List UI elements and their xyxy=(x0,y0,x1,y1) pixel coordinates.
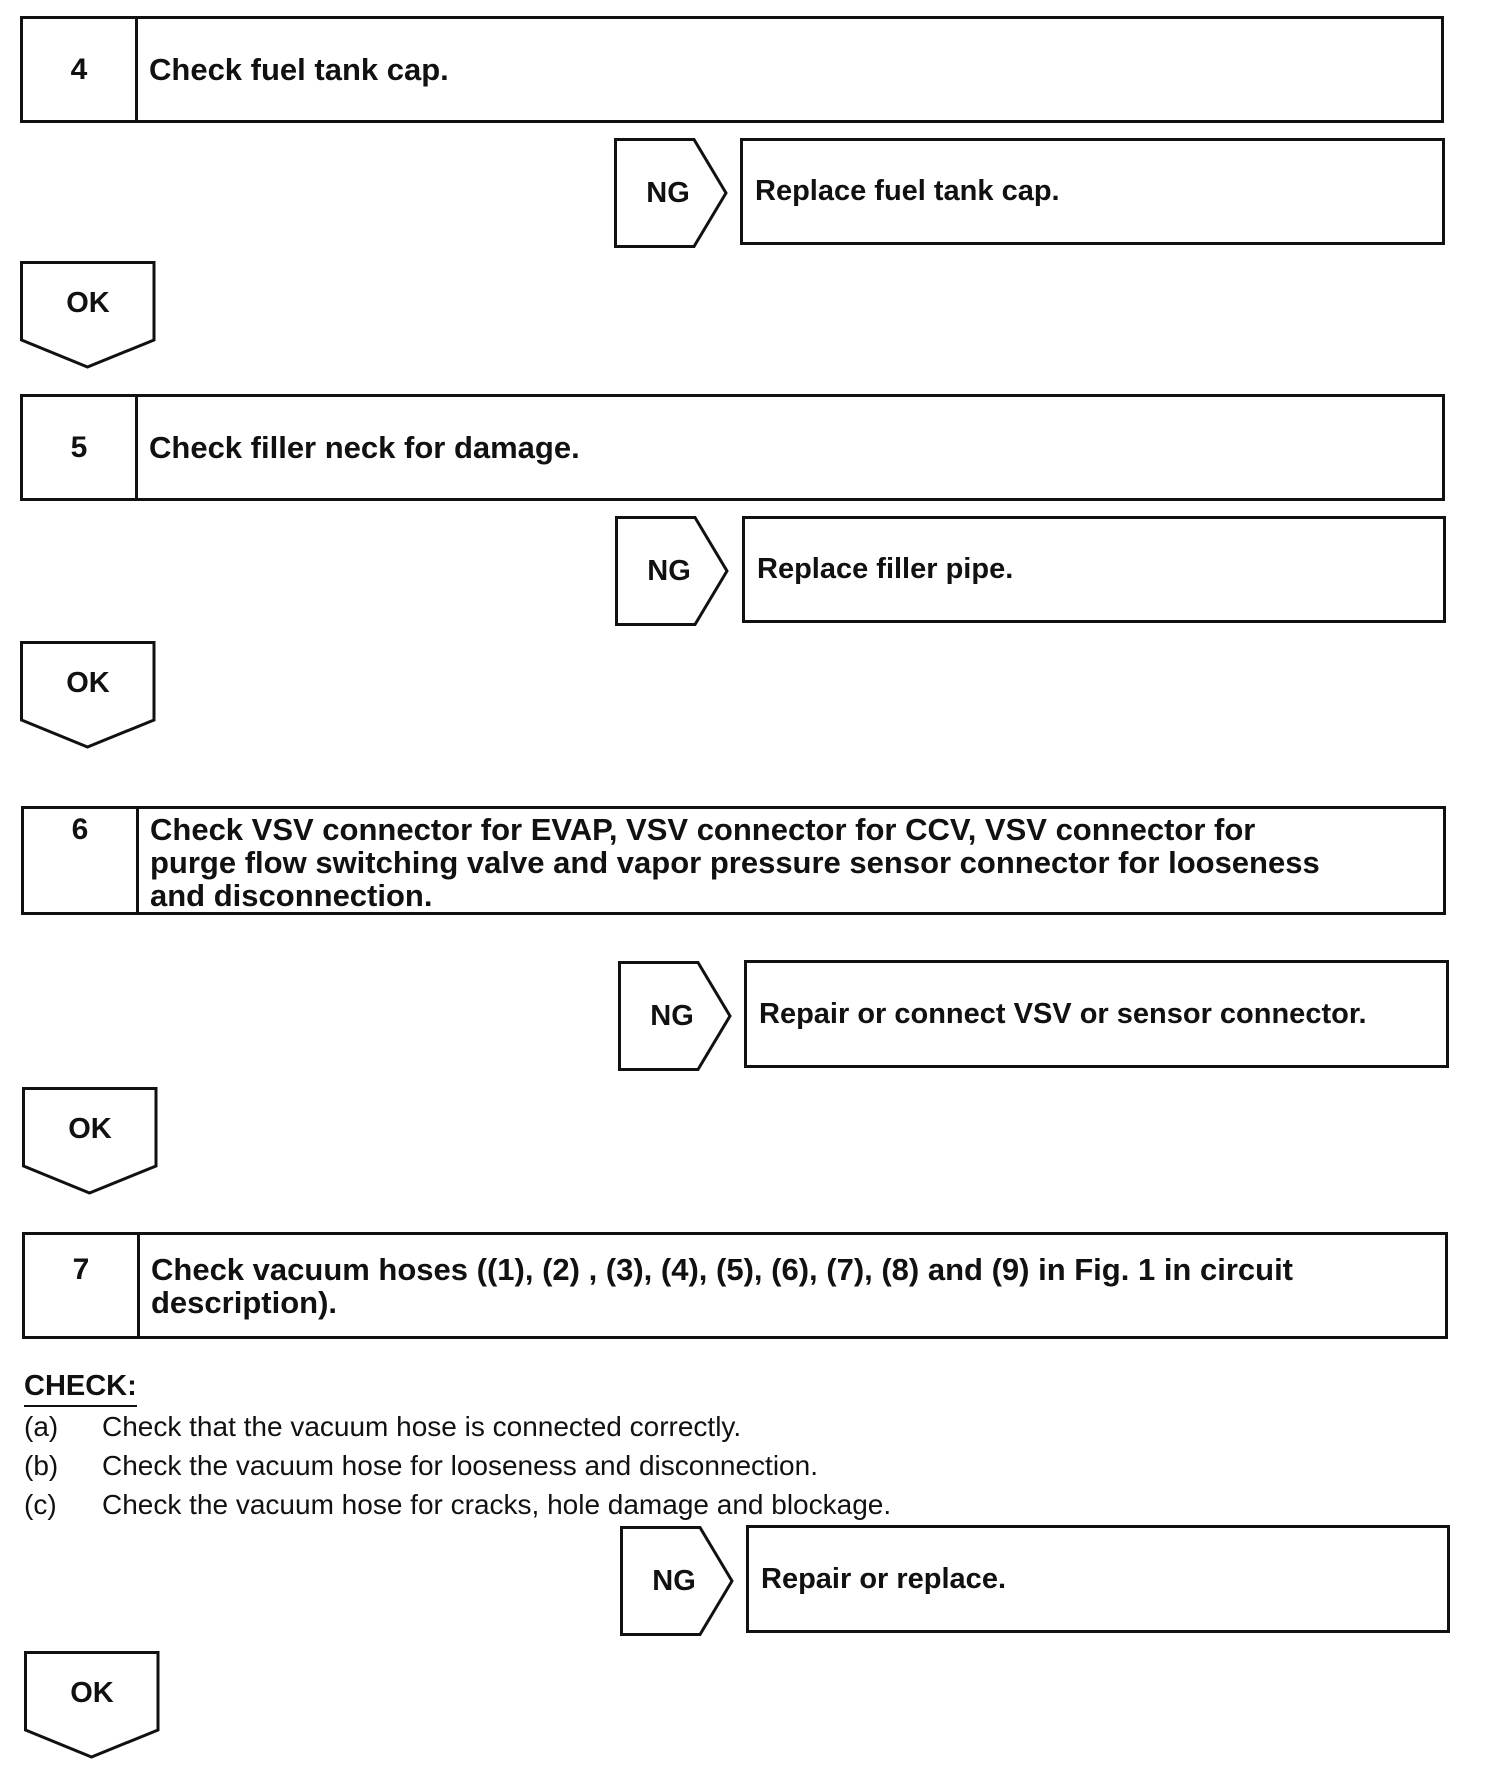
step-number: 7 xyxy=(25,1235,140,1336)
step-number: 5 xyxy=(23,397,138,498)
ok-tag-step-5 xyxy=(20,641,160,751)
ng-label: NG xyxy=(652,1564,696,1597)
step-5-box xyxy=(20,394,1445,501)
ok-label: OK xyxy=(66,287,110,319)
check-item-a xyxy=(24,1411,741,1443)
check-item-text: Check that the vacuum hose is connected correctly. xyxy=(102,1411,742,1442)
check-item-c xyxy=(24,1489,891,1521)
check-item-mark: (b) xyxy=(24,1450,59,1481)
step-title xyxy=(140,1235,1445,1336)
check-item-text: Check the vacuum hose for cracks, hole damage and blockage. xyxy=(102,1489,892,1520)
ok-label: OK xyxy=(70,1677,114,1709)
ng-tag-step-5 xyxy=(615,516,735,626)
step-6-box xyxy=(21,806,1446,915)
step-number: 4 xyxy=(23,19,138,120)
ng-label: NG xyxy=(647,554,691,587)
ok-tag-step-6 xyxy=(22,1087,162,1197)
step-title-line: description). xyxy=(151,1285,338,1320)
step-number: 6 xyxy=(24,809,139,912)
step-4-box xyxy=(20,16,1444,123)
ok-tag-step-4 xyxy=(20,261,160,371)
check-item-text: Check the vacuum hose for looseness and disconnection. xyxy=(102,1450,818,1481)
step-title xyxy=(139,809,1443,912)
ng-action-step-5: Replace filler pipe. xyxy=(742,516,1446,623)
step-title-line: Check vacuum hoses ((1), (2) , (3), (4), (5), (6), (7), (8) and (9) in Fig. 1 in circuit xyxy=(151,1252,1294,1287)
check-item-mark: (c) xyxy=(24,1489,57,1520)
step-title: Check fuel tank cap. xyxy=(149,52,449,87)
check-item-mark: (a) xyxy=(24,1411,59,1442)
step-title-line: and disconnection. xyxy=(150,878,433,913)
ng-label: NG xyxy=(646,176,690,209)
step-title-line: Check VSV connector for EVAP, VSV connector for CCV, VSV connector for xyxy=(150,812,1256,847)
ok-tag-step-7 xyxy=(24,1651,164,1761)
ng-action-step-4: Replace fuel tank cap. xyxy=(740,138,1445,245)
check-heading: CHECK: xyxy=(24,1370,137,1407)
step-title: Check filler neck for damage. xyxy=(149,430,580,465)
ok-label: OK xyxy=(66,667,110,699)
ng-tag-step-6 xyxy=(618,961,738,1071)
ng-action-step-7: Repair or replace. xyxy=(746,1525,1450,1633)
ng-label: NG xyxy=(650,999,694,1032)
step-7-box xyxy=(22,1232,1448,1339)
ng-tag-step-4 xyxy=(614,138,734,248)
step-title-line: purge flow switching valve and vapor pressure sensor connector for looseness xyxy=(150,845,1320,880)
ng-tag-step-7 xyxy=(620,1526,740,1636)
ng-action-step-6: Repair or connect VSV or sensor connector. xyxy=(744,960,1449,1068)
ok-label: OK xyxy=(68,1113,112,1145)
check-item-b xyxy=(24,1450,818,1482)
